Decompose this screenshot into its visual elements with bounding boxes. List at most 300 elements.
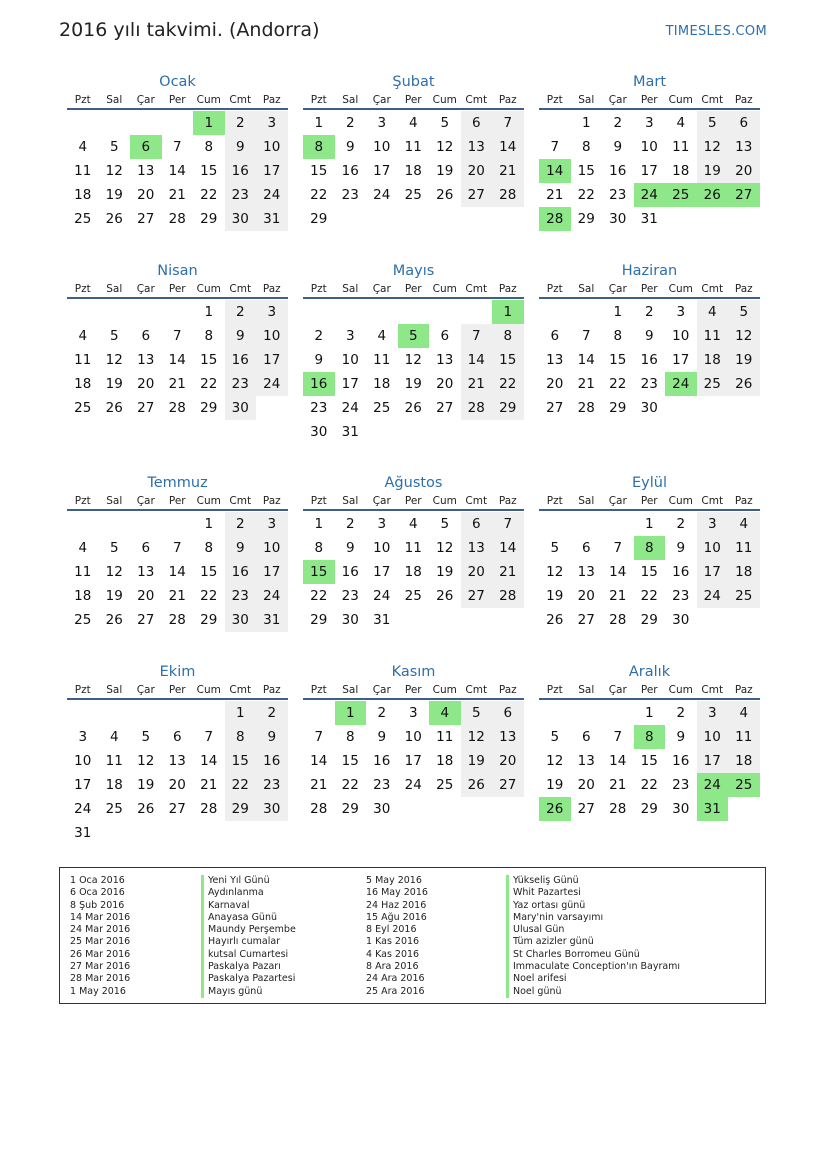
day-cell[interactable]: 18 (404, 564, 422, 580)
day-cell[interactable]: 7 (314, 729, 324, 745)
day-cell[interactable]: 18 (728, 560, 760, 584)
day-cell[interactable]: 9 (345, 139, 355, 155)
day-cell[interactable]: 18 (74, 588, 92, 604)
day-cell[interactable]: 9 (225, 324, 257, 348)
day-cell[interactable]: 4 (676, 115, 686, 131)
day-cell[interactable]: 26 (105, 612, 123, 628)
day-cell[interactable]: 27 (137, 400, 155, 416)
day-cell[interactable]: 25 (74, 211, 92, 227)
day-cell[interactable]: 21 (609, 777, 627, 793)
day-cell[interactable]: 8 (303, 135, 335, 159)
day-cell[interactable]: 26 (404, 400, 422, 416)
day-cell[interactable]: 30 (609, 211, 627, 227)
day-cell[interactable]: 15 (200, 163, 218, 179)
day-cell[interactable]: 7 (172, 540, 182, 556)
day-cell[interactable]: 28 (168, 400, 186, 416)
day-cell[interactable]: 30 (225, 608, 257, 632)
day-cell[interactable]: 20 (436, 376, 454, 392)
day-cell[interactable]: 30 (341, 612, 359, 628)
day-cell[interactable]: 1 (225, 701, 257, 725)
day-cell[interactable]: 14 (539, 159, 571, 183)
day-cell[interactable]: 23 (672, 588, 690, 604)
day-cell[interactable]: 12 (404, 352, 422, 368)
day-cell[interactable]: 12 (105, 352, 123, 368)
day-cell[interactable]: 11 (728, 725, 760, 749)
day-cell[interactable]: 26 (436, 588, 454, 604)
day-cell[interactable]: 4 (78, 328, 88, 344)
day-cell[interactable]: 6 (581, 540, 591, 556)
day-cell[interactable]: 20 (492, 749, 524, 773)
day-cell[interactable]: 29 (640, 801, 658, 817)
day-cell[interactable]: 31 (256, 608, 288, 632)
day-cell[interactable]: 20 (461, 159, 493, 183)
day-cell[interactable]: 9 (225, 135, 257, 159)
day-cell[interactable]: 15 (310, 163, 328, 179)
day-cell[interactable]: 16 (303, 372, 335, 396)
day-cell[interactable]: 27 (168, 801, 186, 817)
day-cell[interactable]: 23 (256, 773, 288, 797)
day-cell[interactable]: 12 (697, 135, 729, 159)
day-cell[interactable]: 9 (225, 536, 257, 560)
day-cell[interactable]: 25 (728, 773, 760, 797)
day-cell[interactable]: 3 (256, 300, 288, 324)
day-cell[interactable]: 17 (640, 163, 658, 179)
day-cell[interactable]: 12 (546, 564, 564, 580)
day-cell[interactable]: 2 (314, 328, 324, 344)
day-cell[interactable]: 24 (665, 372, 697, 396)
day-cell[interactable]: 28 (492, 584, 524, 608)
day-cell[interactable]: 7 (204, 729, 214, 745)
day-cell[interactable]: 21 (168, 187, 186, 203)
day-cell[interactable]: 4 (377, 328, 387, 344)
day-cell[interactable]: 10 (373, 540, 391, 556)
day-cell[interactable]: 25 (665, 183, 697, 207)
day-cell[interactable]: 1 (644, 516, 654, 532)
day-cell[interactable]: 17 (256, 159, 288, 183)
day-cell[interactable]: 20 (577, 588, 595, 604)
day-cell[interactable]: 12 (105, 163, 123, 179)
day-cell[interactable]: 8 (204, 328, 214, 344)
day-cell[interactable]: 11 (404, 540, 422, 556)
day-cell[interactable]: 16 (341, 163, 359, 179)
day-cell[interactable]: 19 (546, 777, 564, 793)
day-cell[interactable]: 10 (697, 536, 729, 560)
day-cell[interactable]: 25 (105, 801, 123, 817)
day-cell[interactable]: 18 (404, 163, 422, 179)
day-cell[interactable]: 6 (728, 111, 760, 135)
day-cell[interactable]: 29 (609, 400, 627, 416)
day-cell[interactable]: 9 (256, 725, 288, 749)
day-cell[interactable]: 5 (109, 540, 119, 556)
day-cell[interactable]: 22 (341, 777, 359, 793)
day-cell[interactable]: 31 (373, 612, 391, 628)
day-cell[interactable]: 11 (404, 139, 422, 155)
day-cell[interactable]: 19 (105, 187, 123, 203)
day-cell[interactable]: 9 (613, 139, 623, 155)
day-cell[interactable]: 24 (256, 372, 288, 396)
day-cell[interactable]: 12 (436, 139, 454, 155)
day-cell[interactable]: 11 (74, 564, 92, 580)
day-cell[interactable]: 28 (577, 400, 595, 416)
day-cell[interactable]: 17 (256, 348, 288, 372)
day-cell[interactable]: 12 (436, 540, 454, 556)
day-cell[interactable]: 16 (373, 753, 391, 769)
day-cell[interactable]: 1 (193, 111, 225, 135)
day-cell[interactable]: 28 (168, 211, 186, 227)
day-cell[interactable]: 3 (408, 705, 418, 721)
day-cell[interactable]: 27 (577, 612, 595, 628)
day-cell[interactable]: 2 (345, 516, 355, 532)
day-cell[interactable]: 29 (310, 211, 328, 227)
day-cell[interactable]: 3 (697, 512, 729, 536)
day-cell[interactable]: 25 (697, 372, 729, 396)
day-cell[interactable]: 18 (74, 187, 92, 203)
day-cell[interactable]: 4 (429, 701, 461, 725)
day-cell[interactable]: 14 (492, 135, 524, 159)
day-cell[interactable]: 24 (256, 584, 288, 608)
day-cell[interactable]: 23 (225, 584, 257, 608)
day-cell[interactable]: 26 (436, 187, 454, 203)
day-cell[interactable]: 21 (310, 777, 328, 793)
day-cell[interactable]: 1 (314, 115, 324, 131)
day-cell[interactable]: 31 (341, 424, 359, 440)
day-cell[interactable]: 24 (341, 400, 359, 416)
day-cell[interactable]: 10 (640, 139, 658, 155)
day-cell[interactable]: 14 (492, 536, 524, 560)
day-cell[interactable]: 29 (577, 211, 595, 227)
day-cell[interactable]: 11 (697, 324, 729, 348)
day-cell[interactable]: 17 (697, 560, 729, 584)
day-cell[interactable]: 21 (577, 376, 595, 392)
day-cell[interactable]: 15 (225, 749, 257, 773)
day-cell[interactable]: 30 (256, 797, 288, 821)
day-cell[interactable]: 6 (172, 729, 182, 745)
day-cell[interactable]: 3 (644, 115, 654, 131)
day-cell[interactable]: 28 (539, 207, 571, 231)
day-cell[interactable]: 16 (341, 564, 359, 580)
day-cell[interactable]: 12 (105, 564, 123, 580)
day-cell[interactable]: 16 (225, 560, 257, 584)
day-cell[interactable]: 26 (105, 211, 123, 227)
day-cell[interactable]: 17 (373, 564, 391, 580)
day-cell[interactable]: 25 (404, 588, 422, 604)
day-cell[interactable]: 15 (609, 352, 627, 368)
day-cell[interactable]: 23 (373, 777, 391, 793)
day-cell[interactable]: 15 (577, 163, 595, 179)
day-cell[interactable]: 31 (256, 207, 288, 231)
day-cell[interactable]: 31 (640, 211, 658, 227)
day-cell[interactable]: 7 (492, 512, 524, 536)
day-cell[interactable]: 20 (546, 376, 564, 392)
day-cell[interactable]: 6 (461, 111, 493, 135)
day-cell[interactable]: 22 (492, 372, 524, 396)
day-cell[interactable]: 14 (168, 352, 186, 368)
day-cell[interactable]: 8 (204, 139, 214, 155)
day-cell[interactable]: 21 (168, 588, 186, 604)
day-cell[interactable]: 3 (676, 304, 686, 320)
day-cell[interactable]: 21 (492, 560, 524, 584)
day-cell[interactable]: 8 (204, 540, 214, 556)
day-cell[interactable]: 20 (137, 588, 155, 604)
day-cell[interactable]: 10 (404, 729, 422, 745)
day-cell[interactable]: 25 (404, 187, 422, 203)
day-cell[interactable]: 10 (341, 352, 359, 368)
day-cell[interactable]: 26 (539, 797, 571, 821)
day-cell[interactable]: 27 (492, 773, 524, 797)
day-cell[interactable]: 15 (492, 348, 524, 372)
day-cell[interactable]: 27 (461, 183, 493, 207)
day-cell[interactable]: 4 (408, 516, 418, 532)
day-cell[interactable]: 3 (697, 701, 729, 725)
day-cell[interactable]: 15 (200, 352, 218, 368)
day-cell[interactable]: 14 (577, 352, 595, 368)
day-cell[interactable]: 4 (728, 701, 760, 725)
day-cell[interactable]: 24 (373, 187, 391, 203)
day-cell[interactable]: 28 (609, 801, 627, 817)
day-cell[interactable]: 19 (461, 749, 493, 773)
day-cell[interactable]: 10 (256, 536, 288, 560)
day-cell[interactable]: 9 (377, 729, 387, 745)
day-cell[interactable]: 13 (461, 135, 493, 159)
day-cell[interactable]: 27 (728, 183, 760, 207)
day-cell[interactable]: 17 (697, 749, 729, 773)
day-cell[interactable]: 29 (492, 396, 524, 420)
day-cell[interactable]: 27 (577, 801, 595, 817)
day-cell[interactable]: 10 (373, 139, 391, 155)
day-cell[interactable]: 18 (672, 163, 690, 179)
day-cell[interactable]: 15 (640, 564, 658, 580)
day-cell[interactable]: 23 (341, 187, 359, 203)
day-cell[interactable]: 18 (105, 777, 123, 793)
day-cell[interactable]: 3 (377, 516, 387, 532)
day-cell[interactable]: 13 (577, 753, 595, 769)
day-cell[interactable]: 26 (137, 801, 155, 817)
day-cell[interactable]: 31 (74, 825, 92, 841)
day-cell[interactable]: 22 (200, 187, 218, 203)
day-cell[interactable]: 2 (676, 516, 686, 532)
day-cell[interactable]: 8 (492, 324, 524, 348)
day-cell[interactable]: 27 (137, 612, 155, 628)
day-cell[interactable]: 26 (697, 183, 729, 207)
day-cell[interactable]: 12 (461, 725, 493, 749)
day-cell[interactable]: 13 (577, 564, 595, 580)
day-cell[interactable]: 10 (256, 324, 288, 348)
day-cell[interactable]: 16 (640, 352, 658, 368)
day-cell[interactable]: 19 (137, 777, 155, 793)
day-cell[interactable]: 13 (137, 564, 155, 580)
day-cell[interactable]: 7 (613, 540, 623, 556)
day-cell[interactable]: 23 (341, 588, 359, 604)
day-cell[interactable]: 21 (609, 588, 627, 604)
day-cell[interactable]: 13 (137, 352, 155, 368)
day-cell[interactable]: 8 (634, 725, 666, 749)
day-cell[interactable]: 28 (200, 801, 218, 817)
day-cell[interactable]: 17 (341, 376, 359, 392)
day-cell[interactable]: 10 (672, 328, 690, 344)
day-cell[interactable]: 13 (546, 352, 564, 368)
day-cell[interactable]: 8 (613, 328, 623, 344)
day-cell[interactable]: 24 (634, 183, 666, 207)
day-cell[interactable]: 10 (74, 753, 92, 769)
day-cell[interactable]: 22 (640, 588, 658, 604)
day-cell[interactable]: 15 (341, 753, 359, 769)
day-cell[interactable]: 17 (74, 777, 92, 793)
day-cell[interactable]: 14 (461, 348, 493, 372)
brand-link[interactable]: TIMESLES.COM (665, 24, 767, 39)
day-cell[interactable]: 13 (168, 753, 186, 769)
day-cell[interactable]: 22 (577, 187, 595, 203)
day-cell[interactable]: 27 (436, 400, 454, 416)
day-cell[interactable]: 29 (341, 801, 359, 817)
day-cell[interactable]: 17 (404, 753, 422, 769)
day-cell[interactable]: 25 (373, 400, 391, 416)
day-cell[interactable]: 4 (408, 115, 418, 131)
day-cell[interactable]: 5 (440, 516, 450, 532)
day-cell[interactable]: 5 (440, 115, 450, 131)
day-cell[interactable]: 30 (373, 801, 391, 817)
day-cell[interactable]: 30 (640, 400, 658, 416)
day-cell[interactable]: 9 (676, 729, 686, 745)
day-cell[interactable]: 1 (644, 705, 654, 721)
day-cell[interactable]: 1 (581, 115, 591, 131)
day-cell[interactable]: 19 (728, 348, 760, 372)
day-cell[interactable]: 11 (436, 729, 454, 745)
day-cell[interactable]: 6 (141, 540, 151, 556)
day-cell[interactable]: 25 (728, 584, 760, 608)
day-cell[interactable]: 2 (644, 304, 654, 320)
day-cell[interactable]: 20 (461, 560, 493, 584)
day-cell[interactable]: 4 (109, 729, 119, 745)
day-cell[interactable]: 13 (137, 163, 155, 179)
day-cell[interactable]: 21 (168, 376, 186, 392)
day-cell[interactable]: 23 (672, 777, 690, 793)
day-cell[interactable]: 9 (314, 352, 324, 368)
day-cell[interactable]: 25 (74, 400, 92, 416)
day-cell[interactable]: 6 (550, 328, 560, 344)
day-cell[interactable]: 8 (314, 540, 324, 556)
day-cell[interactable]: 5 (550, 729, 560, 745)
day-cell[interactable]: 19 (436, 163, 454, 179)
day-cell[interactable]: 25 (74, 612, 92, 628)
day-cell[interactable]: 20 (577, 777, 595, 793)
day-cell[interactable]: 13 (728, 135, 760, 159)
day-cell[interactable]: 29 (225, 797, 257, 821)
day-cell[interactable]: 26 (105, 400, 123, 416)
day-cell[interactable]: 21 (492, 159, 524, 183)
day-cell[interactable]: 20 (728, 159, 760, 183)
day-cell[interactable]: 27 (546, 400, 564, 416)
day-cell[interactable]: 3 (377, 115, 387, 131)
day-cell[interactable]: 5 (109, 328, 119, 344)
day-cell[interactable]: 14 (200, 753, 218, 769)
day-cell[interactable]: 19 (436, 564, 454, 580)
day-cell[interactable]: 19 (105, 588, 123, 604)
day-cell[interactable]: 5 (461, 701, 493, 725)
day-cell[interactable]: 7 (172, 328, 182, 344)
day-cell[interactable]: 14 (168, 564, 186, 580)
day-cell[interactable]: 22 (609, 376, 627, 392)
day-cell[interactable]: 3 (256, 111, 288, 135)
day-cell[interactable]: 24 (697, 773, 729, 797)
day-cell[interactable]: 24 (256, 183, 288, 207)
day-cell[interactable]: 22 (200, 588, 218, 604)
day-cell[interactable]: 21 (546, 187, 564, 203)
day-cell[interactable]: 2 (676, 705, 686, 721)
day-cell[interactable]: 11 (373, 352, 391, 368)
day-cell[interactable]: 15 (640, 753, 658, 769)
day-cell[interactable]: 5 (550, 540, 560, 556)
day-cell[interactable]: 30 (672, 612, 690, 628)
day-cell[interactable]: 19 (404, 376, 422, 392)
day-cell[interactable]: 18 (74, 376, 92, 392)
day-cell[interactable]: 29 (640, 612, 658, 628)
day-cell[interactable]: 2 (377, 705, 387, 721)
day-cell[interactable]: 12 (728, 324, 760, 348)
day-cell[interactable]: 13 (461, 536, 493, 560)
day-cell[interactable]: 17 (672, 352, 690, 368)
day-cell[interactable]: 6 (141, 328, 151, 344)
day-cell[interactable]: 5 (728, 300, 760, 324)
day-cell[interactable]: 11 (74, 163, 92, 179)
day-cell[interactable]: 29 (200, 211, 218, 227)
day-cell[interactable]: 8 (225, 725, 257, 749)
day-cell[interactable]: 14 (168, 163, 186, 179)
day-cell[interactable]: 22 (225, 773, 257, 797)
day-cell[interactable]: 23 (609, 187, 627, 203)
day-cell[interactable]: 4 (697, 300, 729, 324)
day-cell[interactable]: 23 (640, 376, 658, 392)
day-cell[interactable]: 1 (335, 701, 367, 725)
day-cell[interactable]: 18 (373, 376, 391, 392)
day-cell[interactable]: 9 (644, 328, 654, 344)
day-cell[interactable]: 22 (310, 588, 328, 604)
day-cell[interactable]: 1 (204, 304, 214, 320)
day-cell[interactable]: 11 (105, 753, 123, 769)
day-cell[interactable]: 9 (676, 540, 686, 556)
day-cell[interactable]: 19 (546, 588, 564, 604)
day-cell[interactable]: 28 (492, 183, 524, 207)
day-cell[interactable]: 28 (310, 801, 328, 817)
day-cell[interactable]: 14 (609, 564, 627, 580)
day-cell[interactable]: 24 (373, 588, 391, 604)
day-cell[interactable]: 1 (314, 516, 324, 532)
day-cell[interactable]: 20 (137, 376, 155, 392)
day-cell[interactable]: 28 (461, 396, 493, 420)
day-cell[interactable]: 8 (581, 139, 591, 155)
day-cell[interactable]: 1 (613, 304, 623, 320)
day-cell[interactable]: 16 (225, 159, 257, 183)
day-cell[interactable]: 18 (697, 348, 729, 372)
day-cell[interactable]: 26 (728, 372, 760, 396)
day-cell[interactable]: 2 (345, 115, 355, 131)
day-cell[interactable]: 6 (461, 512, 493, 536)
day-cell[interactable]: 6 (581, 729, 591, 745)
day-cell[interactable]: 2 (256, 701, 288, 725)
day-cell[interactable]: 1 (492, 300, 524, 324)
day-cell[interactable]: 6 (130, 135, 162, 159)
day-cell[interactable]: 2 (225, 512, 257, 536)
day-cell[interactable]: 30 (225, 207, 257, 231)
day-cell[interactable]: 28 (609, 612, 627, 628)
day-cell[interactable]: 19 (105, 376, 123, 392)
day-cell[interactable]: 15 (200, 564, 218, 580)
day-cell[interactable]: 1 (204, 516, 214, 532)
day-cell[interactable]: 8 (345, 729, 355, 745)
day-cell[interactable]: 28 (168, 612, 186, 628)
day-cell[interactable]: 29 (200, 612, 218, 628)
day-cell[interactable]: 13 (492, 725, 524, 749)
day-cell[interactable]: 5 (109, 139, 119, 155)
